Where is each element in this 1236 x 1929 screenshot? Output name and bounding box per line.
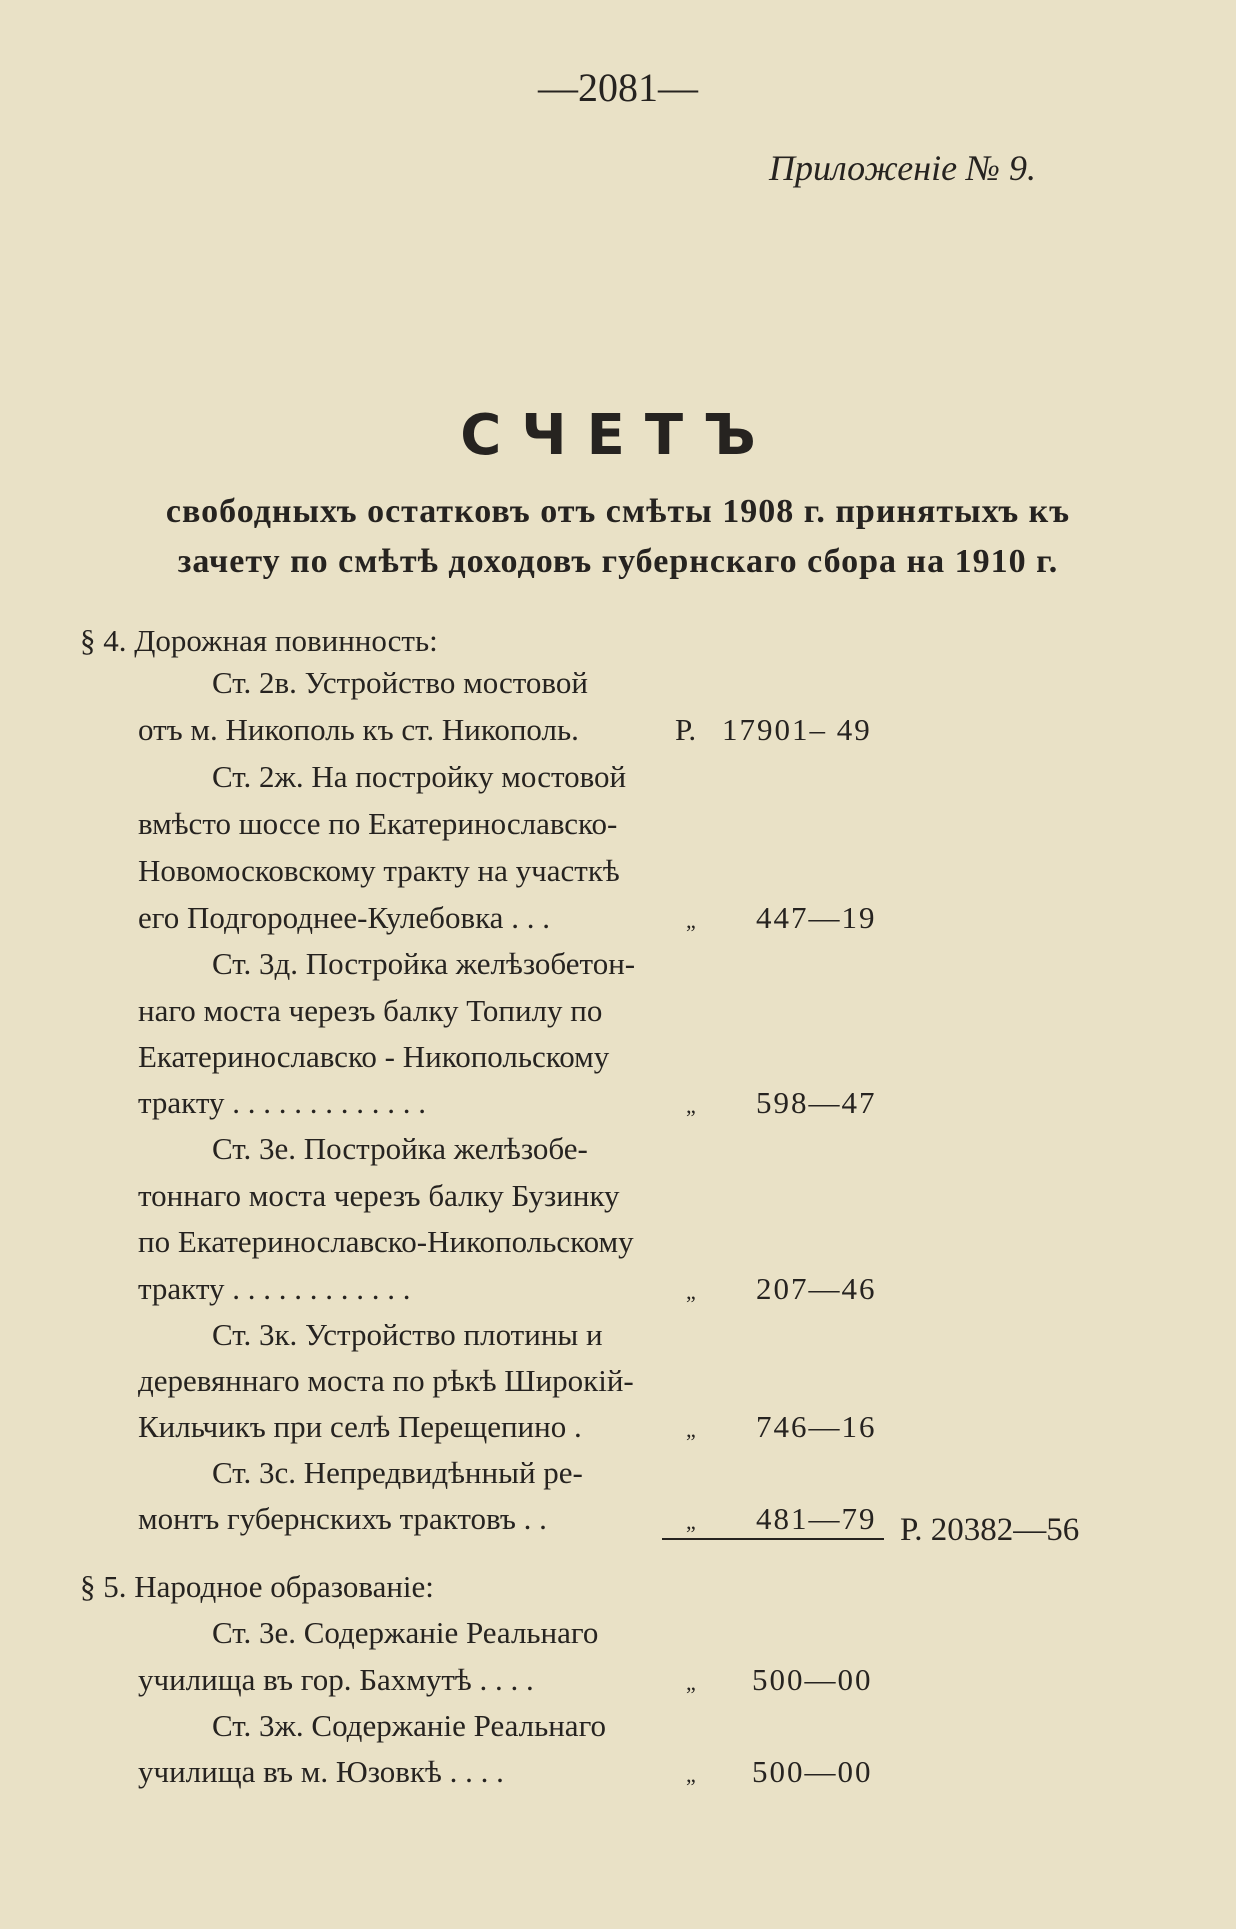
entry-line: Ст. 3к. Устройство плотины и (212, 1317, 603, 1352)
section-5-heading: § 5. Народное образованіе: (80, 1569, 434, 1604)
entry-line: Ст. 3е. Содержаніе Реальнаго (212, 1615, 599, 1650)
entry-line: Ст. 2в. Устройство мостовой (212, 665, 588, 700)
entry-line: училища въ м. Юзовкѣ . . . . (138, 1754, 504, 1789)
entry-mark: „ (686, 1670, 696, 1695)
entry-mark: „ (686, 1509, 696, 1534)
entry-line: тоннаго моста черезъ балку Бузинку (138, 1178, 620, 1213)
appendix-label: Приложеніе № 9. (768, 148, 1036, 188)
entry-line: Новомосковскому тракту на участкѣ (138, 853, 620, 888)
section-4-total: Р. 20382—56 (900, 1512, 1080, 1548)
entry-amount: 598—47 (756, 1085, 877, 1120)
entry-line: Ст. 3е. Постройка желѣзобе- (212, 1131, 588, 1166)
section-4-heading: § 4. Дорожная повинность: (80, 623, 438, 658)
entry-amount: 746—16 (756, 1409, 877, 1444)
entry-mark: „ (686, 908, 696, 933)
entry-mark: Р. (675, 712, 697, 747)
entry-line: деревяннаго моста по рѣкѣ Широкій- (138, 1363, 634, 1398)
entry-mark: „ (686, 1417, 696, 1442)
entry-line: училища въ гор. Бахмутѣ . . . . (138, 1662, 534, 1697)
entry-line: Ст. 3д. Постройка желѣзобетон- (212, 946, 636, 981)
entry-line: отъ м. Никополь къ ст. Никополь. (138, 712, 579, 747)
subtitle-line-1: свободныхъ остатковъ отъ смѣты 1908 г. принятыхъ къ (165, 493, 1071, 530)
subtitle-line-2: зачету по смѣтѣ доходовъ губернскаго сбора на 1910 г. (177, 543, 1059, 580)
entry-amount: 447—19 (756, 900, 877, 935)
document-title: СЧЕТЪ (460, 403, 776, 468)
entry-line: Ст. 3с. Непредвидѣнный ре- (212, 1455, 583, 1490)
entry-line: вмѣсто шоссе по Екатеринославско- (138, 806, 618, 841)
entry-line: тракту . . . . . . . . . . . . . (138, 1085, 426, 1120)
subtotal-rule (662, 1538, 884, 1540)
entry-amount: 207—46 (756, 1271, 877, 1306)
entry-line: Кильчикъ при селѣ Перещепино . (138, 1409, 582, 1444)
entry-amount: 481—79 (756, 1501, 877, 1536)
page-number: —2081— (538, 65, 698, 110)
entry-amount: 17901‒ 49 (722, 712, 872, 747)
entry-line: Ст. 3ж. Содержаніе Реальнаго (212, 1708, 607, 1743)
entry-mark: „ (686, 1093, 696, 1118)
entry-amount: 500—00 (752, 1662, 873, 1697)
entry-line: его Подгороднее-Кулебовка . . . (138, 900, 550, 935)
entry-line: по Екатеринославско-Никопольскому (138, 1224, 634, 1259)
entry-line: наго моста черезъ балку Топилу по (138, 993, 603, 1028)
entry-mark: „ (686, 1762, 696, 1787)
entry-line: монтъ губернскихъ трактовъ . . (138, 1501, 547, 1536)
entry-line: Екатеринославско - Никопольскому (138, 1039, 610, 1074)
entry-line: тракту . . . . . . . . . . . . (138, 1271, 411, 1306)
entry-line: Ст. 2ж. На постройку мостовой (212, 759, 627, 794)
entry-mark: „ (686, 1279, 696, 1304)
entry-amount: 500—00 (752, 1754, 873, 1789)
